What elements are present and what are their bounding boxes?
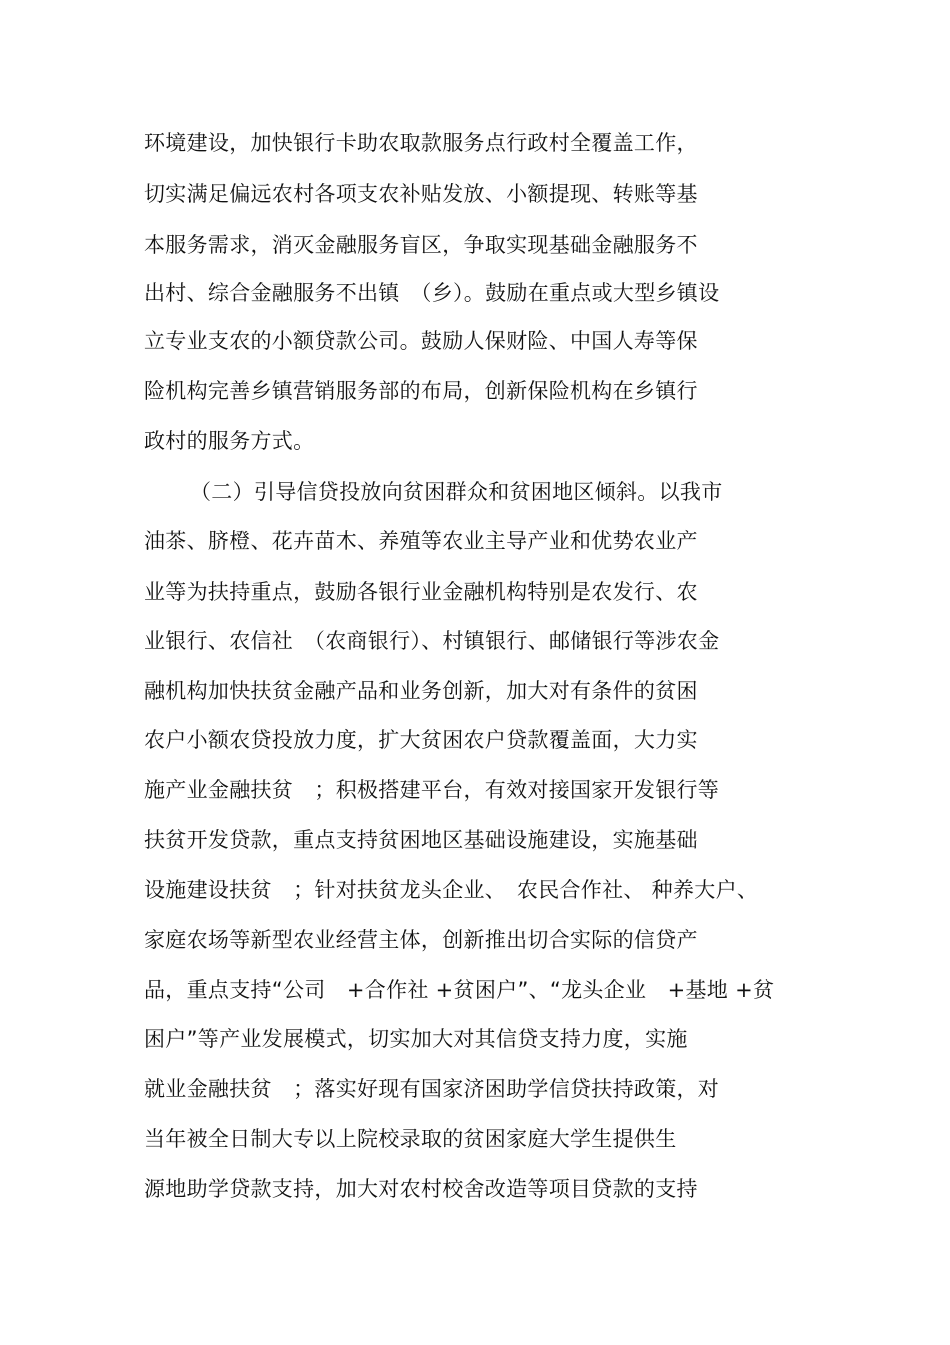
text-line: 施产业金融扶贫 ；积极搭建平台，有效对接国家开发银行等 (144, 778, 720, 802)
text-line: 切实满足偏远农村各项支农补贴发放、小额提现、转账等基 (144, 182, 698, 206)
text-line: 业等为扶持重点，鼓励各银行业金融机构特别是农发行、农 (144, 580, 698, 604)
text-line: 品，重点支持“公司 +合作社 +贫困户”、“龙头企业 +基地 +贫 (144, 978, 775, 1002)
text-line: 设施建设扶贫 ；针对扶贫龙头企业、 农民合作社、 种养大户、 (144, 878, 759, 902)
text-line: 出村、综合金融服务不出镇 （乡）。鼓励在重点或大型乡镇设 (144, 281, 720, 305)
text-line: 业银行、农信社 （农商银行）、村镇银行、邮储银行等涉农金 (144, 629, 720, 653)
text-line: 困户”等产业发展模式，切实加大对其信贷支持力度，实施 (144, 1027, 688, 1051)
text-line: 融机构加快扶贫金融产品和业务创新，加大对有条件的贫困 (144, 679, 698, 703)
text-line: 就业金融扶贫 ；落实好现有国家济困助学信贷扶持政策，对 (144, 1077, 720, 1101)
text-line: 农户小额农贷投放力度，扩大贫困农户贷款覆盖面，大力实 (144, 728, 698, 752)
text-line: 源地助学贷款支持，加大对农村校舍改造等项目贷款的支持 (144, 1177, 698, 1201)
text-line: 本服务需求，消灭金融服务盲区，争取实现基础金融服务不 (144, 233, 698, 257)
text-line: 扶贫开发贷款，重点支持贫困地区基础设施建设，实施基础 (144, 828, 698, 852)
text-line: 当年被全日制大专以上院校录取的贫困家庭大学生提供生 (144, 1127, 677, 1151)
text-line: 家庭农场等新型农业经营主体，创新推出切合实际的信贷产 (144, 928, 698, 952)
text-line: 险机构完善乡镇营销服务部的布局，创新保险机构在乡镇行 (144, 379, 698, 403)
text-line: 环境建设，加快银行卡助农取款服务点行政村全覆盖工作， (144, 131, 698, 155)
text-line: 政村的服务方式。 (144, 429, 315, 453)
text-line: 油茶、脐橙、花卉苗木、养殖等农业主导产业和优势农业产 (144, 529, 698, 553)
text-line: 立专业支农的小额贷款公司。鼓励人保财险、中国人寿等保 (144, 329, 698, 353)
paragraph-heading: （二）引导信贷投放向贫困群众和贫困地区倾斜。以我市 (190, 480, 723, 504)
